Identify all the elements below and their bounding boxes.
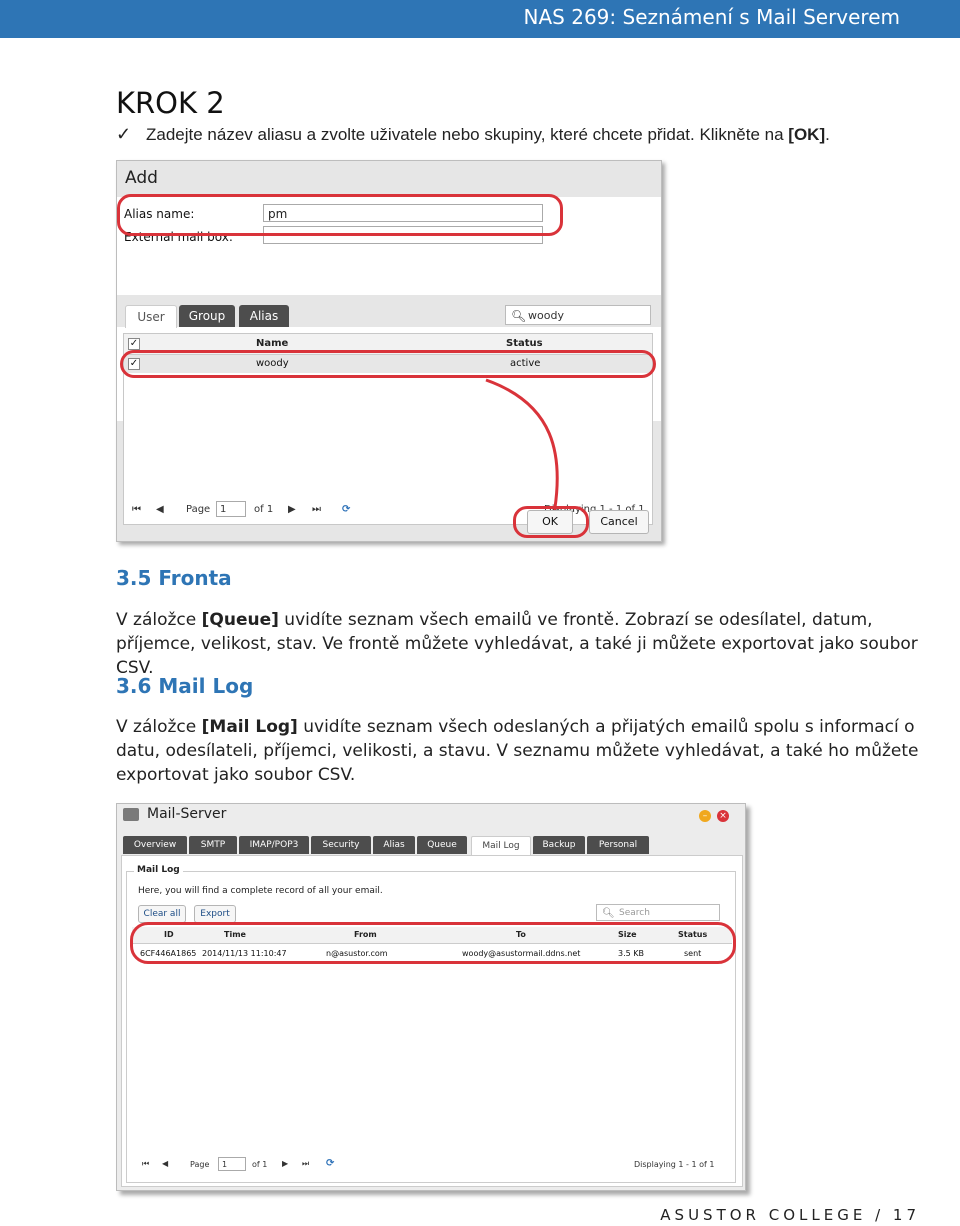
row-name: woody: [256, 358, 289, 369]
mail-pager: [136, 1156, 726, 1176]
column-name: Name: [256, 338, 289, 349]
tab-alias[interactable]: Alias: [239, 305, 289, 327]
mail-tabs: [117, 836, 745, 856]
row-status: active: [510, 358, 541, 369]
checkmark-icon: ✓: [116, 124, 132, 144]
ok-highlight: [513, 506, 589, 538]
search-icon: 🔍︎: [511, 309, 527, 323]
page-count: of 1: [252, 1160, 268, 1169]
window-title: Mail-Server: [147, 806, 227, 822]
column-id: ID: [164, 930, 174, 939]
next-page-icon[interactable]: ▶: [288, 504, 296, 515]
tab-smtp[interactable]: SMTP: [189, 836, 237, 854]
alias-name-label: Alias name:: [124, 207, 195, 221]
queue-tab-keyword: [Queue]: [201, 610, 279, 630]
member-search-input[interactable]: 🔍︎ woody: [505, 305, 651, 325]
row-to: woody@asustormail.ddns.net: [462, 949, 581, 958]
alias-form: [117, 197, 661, 515]
maillog-paragraph: V záložce [Mail Log] uvidíte seznam všech odeslaných a přijatých emailů spolu s informací o datu, odesílateli, příjemci, velikosti, a stavu. V seznamu můžete vyhledávat, a také ho můžete exportovat jako soubor CSV.: [116, 717, 919, 785]
last-page-icon[interactable]: ⏭: [302, 1159, 310, 1168]
row-status: sent: [684, 949, 702, 958]
mail-log-panel: [121, 855, 743, 1187]
tab-security[interactable]: Security: [311, 836, 371, 854]
page-input[interactable]: 1: [218, 1157, 246, 1171]
tab-imap-pop3[interactable]: IMAP/POP3: [239, 836, 309, 854]
tab-overview[interactable]: Overview: [123, 836, 187, 854]
alias-highlight: [117, 194, 563, 236]
mail-log-description: Here, you will find a complete record of all your email.: [138, 886, 383, 896]
cancel-button[interactable]: Cancel: [589, 510, 649, 534]
tab-queue[interactable]: Queue: [417, 836, 467, 854]
clear-all-button[interactable]: Clear all: [138, 905, 186, 923]
mail-server-window: [116, 803, 746, 1191]
maillog-tab-keyword: [Mail Log]: [201, 717, 298, 737]
member-table: [123, 333, 653, 525]
row-time: 2014/11/13 11:10:47: [202, 949, 287, 958]
alias-name-input[interactable]: pm: [263, 204, 543, 222]
tab-user[interactable]: User: [125, 305, 177, 328]
display-count: Displaying 1 - 1 of 1: [634, 1160, 715, 1169]
mail-search-input[interactable]: 🔍︎ Search: [596, 904, 720, 921]
row-from: n@asustor.com: [326, 949, 388, 958]
tab-personal[interactable]: Personal: [587, 836, 649, 854]
refresh-icon[interactable]: ⟳: [342, 504, 351, 515]
header-bar: [0, 0, 960, 38]
page-count: of 1: [254, 504, 274, 515]
row-checkbox[interactable]: ✓: [129, 358, 139, 369]
row-id: 6CF446A1865: [140, 949, 197, 958]
export-button[interactable]: Export: [194, 905, 236, 923]
column-to: To: [516, 930, 526, 939]
page-label: Page: [186, 504, 211, 515]
row-highlight: [130, 922, 736, 964]
tab-alias[interactable]: Alias: [373, 836, 415, 854]
step-instruction: [116, 124, 830, 145]
maillog-heading: 3.6 Mail Log: [116, 674, 254, 698]
queue-heading: 3.5 Fronta: [116, 566, 232, 590]
step-heading: KROK 2: [116, 86, 225, 120]
tab-backup[interactable]: Backup: [533, 836, 585, 854]
prev-page-icon[interactable]: ◀: [162, 1159, 169, 1168]
add-dialog: [116, 160, 662, 542]
queue-paragraph: V záložce [Queue] uvidíte seznam všech emailů ve frontě. Zobrazí se odesílatel, datum, příjemce, velikost, stav. Ve frontě můžete vyhledávat, a také ji můžete exportovat jako soubor CSV.: [116, 610, 918, 678]
last-page-icon[interactable]: ⏭: [312, 504, 321, 515]
minimize-icon[interactable]: –: [699, 810, 711, 822]
document-title: NAS 269: Seznámení s Mail Serverem: [523, 5, 900, 29]
footer-label: ASUSTOR COLLEGE / 17: [660, 1206, 920, 1224]
external-mailbox-label: External mail box:: [124, 230, 233, 244]
column-status: Status: [678, 930, 708, 939]
tab-mail-log[interactable]: Mail Log: [471, 836, 531, 855]
column-from: From: [354, 930, 377, 939]
first-page-icon[interactable]: ⏮: [142, 1159, 150, 1168]
prev-page-icon[interactable]: ◀: [156, 504, 164, 515]
close-icon[interactable]: ×: [717, 810, 729, 822]
tab-group[interactable]: Group: [179, 305, 235, 327]
refresh-icon[interactable]: ⟳: [326, 1158, 335, 1169]
column-time: Time: [224, 930, 246, 939]
row-size: 3.5 KB: [618, 949, 644, 958]
step-text-end: .: [825, 125, 830, 144]
next-page-icon[interactable]: ▶: [282, 1159, 289, 1168]
mail-app-icon: [123, 808, 139, 821]
first-page-icon[interactable]: ⏮: [132, 504, 141, 515]
column-size: Size: [618, 930, 637, 939]
page-input[interactable]: 1: [216, 501, 246, 517]
column-status: Status: [506, 338, 543, 349]
ok-button[interactable]: OK: [527, 510, 573, 534]
dialog-title: Add: [125, 168, 158, 188]
search-icon: 🔍︎: [602, 908, 615, 919]
member-tabs: [117, 295, 661, 327]
step-text: Zadejte název aliasu a zvolte uživatele nebo skupiny, které chcete přidat. Klikněte na: [146, 125, 789, 144]
mail-log-section-title: Mail Log: [134, 865, 183, 875]
page-label: Page: [190, 1160, 210, 1169]
select-all-checkbox[interactable]: ✓: [129, 338, 139, 349]
step-ok-keyword: [OK]: [788, 125, 826, 144]
